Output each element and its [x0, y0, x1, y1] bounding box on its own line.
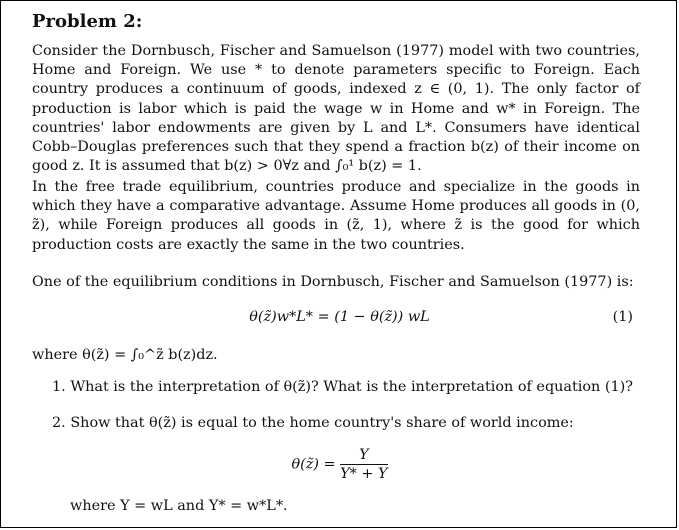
equation-2 [1, 447, 678, 482]
income-share-fraction [340, 447, 387, 482]
question-1-number: 1. [52, 379, 66, 395]
equation-2-lhs: θ(z̃) = [291, 456, 336, 473]
fraction-denominator: Y* + Y [340, 466, 388, 482]
question-2 [52, 414, 652, 433]
question-1-text: What is the interpretation of θ(z̃)? What is the interpretation of equation (1)? [70, 379, 633, 395]
question-1 [52, 378, 652, 397]
fraction-numerator: Y [340, 447, 387, 465]
question-2-number: 2. [52, 415, 66, 431]
equation-1: θ(z̃)w*L* = (1 − θ(z̃)) wL [249, 309, 430, 325]
equilibrium-paragraph: In the free trade equilibrium, countries produce and specialize in the goods in which they have a comparative advantage. Assume Home produces all goods in (0, z̃), while Foreign produces all goods in (z̃, 1), where z̃ is the good for which production costs are exactly the same in the two countries. [32, 179, 640, 253]
equation-1-number: (1) [612, 309, 633, 325]
question-2-text: Show that θ(z̃) is equal to the home country's share of world income: [70, 415, 574, 431]
problem-title: Problem 2: [32, 11, 143, 32]
theta-definition: where θ(z̃) = ∫₀^z̃ b(z)dz. [32, 347, 218, 363]
condition-intro: One of the equilibrium conditions in Dornbusch, Fischer and Samuelson (1977) is: [32, 274, 634, 290]
income-definition: where Y = wL and Y* = w*L*. [70, 498, 288, 514]
intro-paragraph: Consider the Dornbusch, Fischer and Samuelson (1977) model with two countries, Home and Foreign. We use * to denote parameters specific to Foreign. Each country produces a continuum of goods, indexed z ∈ (0, 1). The only factor of production is labor which is paid the wage w in Home and w* in Foreign. The countries' labor endowments are given by L and L*. Consumers have identical Cobb–Douglas preferences such that they spend a fraction b(z) of their income on good z. It is assumed that b(z) > 0∀z and ∫₀¹ b(z) = 1. [32, 43, 640, 175]
